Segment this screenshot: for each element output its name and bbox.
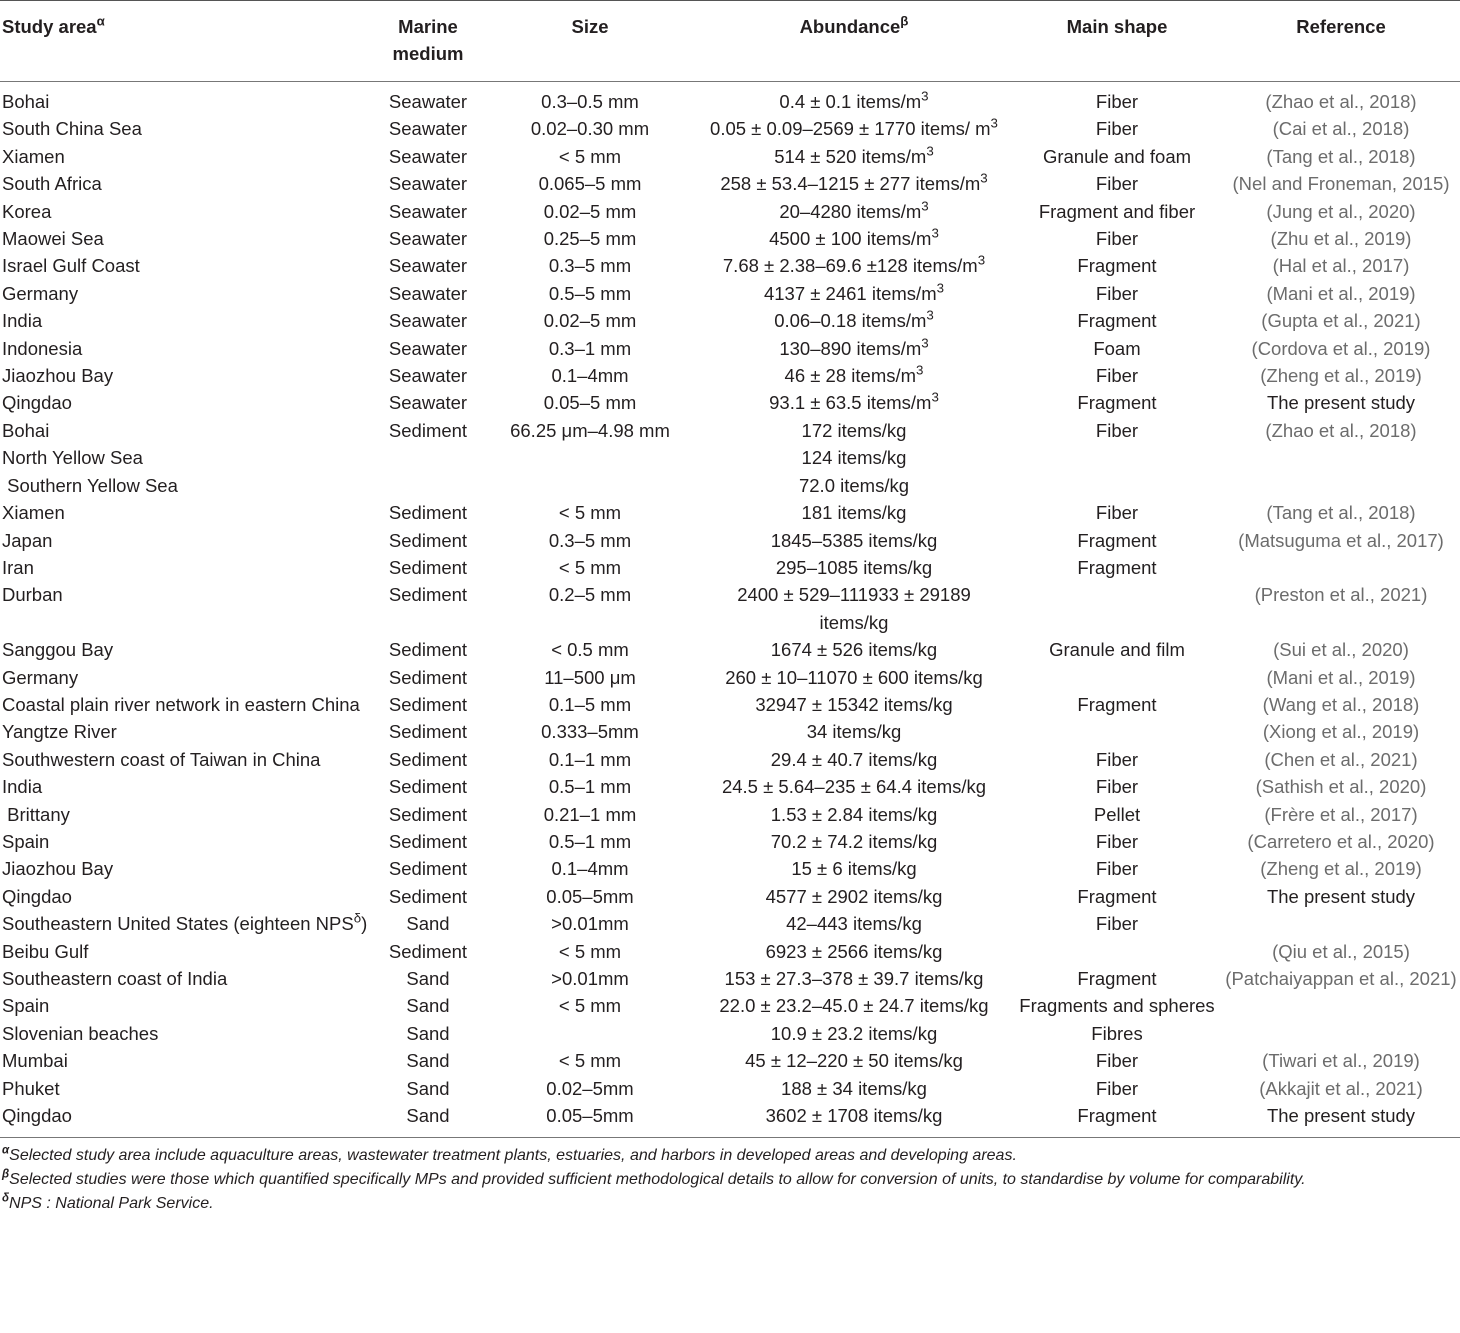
cell-main-shape <box>1012 581 1222 636</box>
cell-reference: (Wang et al., 2018) <box>1262 693 1420 715</box>
cell-reference: The present study <box>1266 392 1416 414</box>
cell-marine-medium: Sediment <box>388 666 468 688</box>
cell-main-shape: Fiber <box>1095 1050 1139 1072</box>
cell-size: < 5 mm <box>558 556 622 578</box>
table-row <box>0 992 1460 1019</box>
cell-main-shape <box>1012 938 1222 965</box>
cell-marine-medium: Seawater <box>388 91 468 112</box>
cell-size: 0.02–5mm <box>546 1077 634 1099</box>
cell-main-shape <box>1012 472 1222 499</box>
cell-main-shape: Granule and foam <box>1042 145 1192 167</box>
table-row <box>0 1047 1460 1074</box>
cell-marine-medium: Sediment <box>388 419 468 441</box>
cell-abundance: 1845–5385 items/kg <box>770 529 938 551</box>
cell-size: 0.21–1 mm <box>543 803 637 825</box>
cell-abundance: 42–443 items/kg <box>786 913 922 935</box>
header-study-area: Study area$^\alpha$ <box>0 1 372 82</box>
cell-reference: (Cordova et al., 2019) <box>1251 337 1431 359</box>
cell-abundance: 1674 ± 526 items/kg <box>770 639 938 661</box>
table-row <box>0 82 1460 116</box>
cell-marine-medium: Sediment <box>388 858 468 880</box>
cell-reference: (Patchaiyappan et al., 2021) <box>1225 968 1457 989</box>
cell-reference: (Gupta et al., 2021) <box>1261 310 1421 332</box>
cell-size: 0.02–5 mm <box>543 200 637 222</box>
cell-size: 11–500 μm <box>544 666 636 688</box>
cell-abundance: 46 ± 28 items/$m^3$ <box>784 362 924 387</box>
cell-reference: (Zheng et al., 2019) <box>1260 858 1422 880</box>
cell-marine-medium: Sediment <box>388 748 468 770</box>
cell-marine-medium: Seawater <box>388 392 468 414</box>
table-row <box>0 389 1460 416</box>
cell-main-shape: Fiber <box>1095 419 1139 441</box>
cell-size: 0.05–5mm <box>484 1102 696 1138</box>
table-row <box>0 855 1460 882</box>
table-row <box>0 417 1460 444</box>
cell-reference: (Mani et al., 2019) <box>1266 666 1416 688</box>
cell-main-shape: Fragment <box>1077 968 1157 989</box>
cell-abundance: 130–890 items/$m^3$ <box>779 335 929 359</box>
cell-study-area: Germany <box>2 666 79 688</box>
cell-marine-medium: Sediment <box>388 830 468 852</box>
cell-size: >0.01mm <box>551 913 629 935</box>
table-row <box>0 938 1460 965</box>
cell-marine-medium: Sediment <box>388 721 468 743</box>
cell-size: 0.05–5mm <box>546 885 634 907</box>
cell-abundance: 258 ± 53.4–1215 ± 277 items/$m^3$ <box>720 170 988 195</box>
cell-reference: (Tiwari et al., 2019) <box>1262 1050 1420 1072</box>
cell-size: 0.3–0.5 mm <box>541 91 639 112</box>
cell-study-area: Spain <box>2 830 50 852</box>
cell-size: 0.1–5 mm <box>548 693 632 715</box>
table-row <box>0 883 1460 910</box>
cell-marine-medium: Sediment <box>388 693 468 715</box>
cell-marine-medium: Seawater <box>388 310 468 332</box>
cell-study-area: Jiaozhou Bay <box>2 365 114 387</box>
cell-reference: (Preston et al., 2021) <box>1254 584 1428 606</box>
table-row <box>0 115 1460 142</box>
table-row <box>0 335 1460 362</box>
cell-abundance: 188 ± 34 items/kg <box>781 1077 927 1099</box>
cell-reference <box>1222 554 1460 581</box>
cell-reference: (Zhao et al., 2018) <box>1265 91 1417 112</box>
header-reference: Reference <box>1222 1 1460 82</box>
cell-main-shape: Fiber <box>1095 913 1139 935</box>
cell-abundance: 2400 ± 529–111933 ± 29189 items/kg <box>737 584 971 633</box>
cell-study-area: Xiamen <box>2 145 65 167</box>
cell-size: 0.1–4mm <box>551 858 629 880</box>
cell-study-area: Germany <box>2 282 79 304</box>
cell-size: < 5 mm <box>558 1050 622 1072</box>
cell-main-shape: Fragment <box>1012 1102 1222 1138</box>
cell-abundance: 0.4 ± 0.1 items/$m^3$ <box>779 88 929 112</box>
cell-main-shape <box>1012 718 1222 745</box>
cell-marine-medium: Sediment <box>388 502 468 524</box>
cell-size: 0.3–5 mm <box>548 255 632 277</box>
cell-size: < 5 mm <box>558 502 622 524</box>
table-row <box>0 198 1460 225</box>
cell-main-shape: Fragment <box>1077 885 1157 907</box>
cell-abundance: 1.53 ± 2.84 items/kg <box>770 803 938 825</box>
footnote: $^\delta$NPS : National Park Service. <box>2 1193 214 1213</box>
table-row <box>0 718 1460 745</box>
cell-abundance: 0.05 ± 0.09–2569 ± 1770 items/ $m^3$ <box>710 116 998 140</box>
header-marine-medium: Marine medium <box>372 1 484 82</box>
cell-study-area: Israel Gulf Coast <box>2 255 140 277</box>
cell-abundance: 4500 ± 100 items/$m^3$ <box>769 225 939 250</box>
table-row <box>0 1075 1460 1102</box>
cell-marine-medium: Sediment <box>388 940 468 962</box>
cell-marine-medium: Seawater <box>388 255 468 277</box>
cell-main-shape: Granule and film <box>1049 639 1185 661</box>
cell-abundance: 4137 ± 2461 items/$m^3$ <box>763 280 945 304</box>
cell-main-shape: Fragment <box>1077 310 1157 332</box>
cell-study-area: Sanggou Bay <box>2 639 114 661</box>
cell-study-area: Jiaozhou Bay <box>2 858 114 880</box>
cell-size: < 5 mm <box>558 145 622 167</box>
cell-reference: (Carretero et al., 2020) <box>1247 830 1435 852</box>
cell-study-area: South Africa <box>2 173 102 195</box>
cell-marine-medium: Sediment <box>388 803 468 825</box>
cell-study-area: Japan <box>2 529 53 551</box>
cell-main-shape: Fiber <box>1095 776 1139 798</box>
cell-reference: (Tang et al., 2018) <box>1266 502 1416 524</box>
cell-marine-medium: Sand <box>406 1077 450 1099</box>
cell-abundance: 0.06–0.18 items/$m^3$ <box>774 307 934 332</box>
cell-abundance: 514 ± 520 items/$m^3$ <box>774 143 934 167</box>
cell-main-shape: Fiber <box>1095 748 1139 770</box>
cell-reference: (Cai et al., 2018) <box>1272 118 1410 140</box>
cell-study-area: Iran <box>2 556 34 578</box>
table-row <box>0 910 1460 937</box>
cell-study-area: Yangtze River <box>2 721 117 743</box>
cell-study-area: Coastal plain river network in eastern China <box>2 693 360 715</box>
cell-size <box>484 472 696 499</box>
cell-study-area: Spain <box>2 995 50 1017</box>
table-row <box>0 362 1460 389</box>
table-row <box>0 143 1460 170</box>
cell-reference: (Matsuguma et al., 2017) <box>1238 529 1444 551</box>
table-row <box>0 444 1460 471</box>
cell-marine-medium: Seawater <box>388 228 468 250</box>
cell-reference: (Mani et al., 2019) <box>1266 282 1416 304</box>
cell-study-area: Southeastern United States (eighteen $NPS^\delta$) <box>2 910 368 935</box>
cell-study-area: Durban <box>2 584 63 606</box>
cell-reference: (Sui et al., 2020) <box>1273 639 1409 661</box>
cell-size: 0.02–5 mm <box>543 310 637 332</box>
table-row <box>0 801 1460 828</box>
cell-reference <box>1222 472 1460 499</box>
cell-reference: (Tang et al., 2018) <box>1266 145 1416 167</box>
cell-study-area: India <box>2 310 43 332</box>
cell-study-area: Phuket <box>2 1077 60 1099</box>
table-row <box>0 307 1460 334</box>
cell-study-area: Qingdao <box>0 1102 372 1138</box>
cell-size: 0.333–5mm <box>541 721 639 743</box>
cell-main-shape: Fiber <box>1095 118 1139 140</box>
table-row <box>0 554 1460 581</box>
cell-reference: (Sathish et al., 2020) <box>1255 776 1427 798</box>
cell-main-shape: Fragment <box>1077 529 1157 551</box>
cell-size: < 0.5 mm <box>551 639 629 661</box>
table-row <box>0 527 1460 554</box>
cell-marine-medium: Sand <box>406 968 450 989</box>
cell-reference: (Jung et al., 2020) <box>1266 200 1416 222</box>
table-row <box>0 280 1460 307</box>
cell-abundance: 260 ± 10–11070 ± 600 items/kg <box>725 666 983 688</box>
table-footnotes <box>0 1144 1460 1216</box>
cell-marine-medium: Sediment <box>388 584 468 606</box>
header-abundance: Abundance$^\beta$ <box>696 1 1012 82</box>
table-row <box>0 1020 1460 1047</box>
cell-study-area: North Yellow Sea <box>2 447 143 469</box>
footnote: $^\alpha$Selected study area include aquaculture areas, wastewater treatment plants, estuaries, and harbors in developed areas and developing areas. <box>2 1145 1017 1165</box>
cell-abundance: 45 ± 12–220 ± 50 items/kg <box>745 1050 963 1072</box>
cell-main-shape: Fiber <box>1095 830 1139 852</box>
cell-marine-medium: Seawater <box>388 337 468 359</box>
cell-study-area: Korea <box>2 200 52 222</box>
cell-size: 0.5–1 mm <box>548 776 632 798</box>
cell-size: < 5 mm <box>558 995 622 1017</box>
cell-abundance: 3602 ± 1708 items/kg <box>696 1102 1012 1138</box>
cell-main-shape: Fiber <box>1095 365 1139 387</box>
table-row <box>0 664 1460 691</box>
cell-size: 0.2–5 mm <box>548 584 632 606</box>
cell-study-area: Xiamen <box>2 502 65 524</box>
cell-main-shape: Fiber <box>1095 173 1139 195</box>
cell-marine-medium: Sediment <box>388 529 468 551</box>
cell-abundance: 4577 ± 2902 items/kg <box>765 885 943 907</box>
cell-size: 0.1–4mm <box>551 365 629 387</box>
cell-size: 0.5–1 mm <box>548 830 632 852</box>
cell-main-shape: Fragment <box>1077 392 1157 414</box>
cell-abundance: 7.68 ± 2.38–69.6 ±128 items/$m^3$ <box>722 253 986 277</box>
cell-main-shape: Fragment <box>1077 255 1157 277</box>
cell-abundance: 10.9 ± 23.2 items/kg <box>770 1022 938 1044</box>
cell-abundance: 6923 ± 2566 items/kg <box>765 940 943 962</box>
cell-reference: (Zhu et al., 2019) <box>1270 228 1412 250</box>
cell-abundance: 172 items/kg <box>801 419 907 441</box>
table-row <box>0 1102 1460 1138</box>
cell-study-area: South China Sea <box>2 118 142 140</box>
cell-abundance: 15 ± 6 items/kg <box>791 858 917 880</box>
cell-abundance: 70.2 ± 74.2 items/kg <box>770 830 938 852</box>
cell-marine-medium: Sand <box>406 995 450 1017</box>
cell-size <box>484 1020 696 1047</box>
table-row <box>0 499 1460 526</box>
cell-reference: The present study <box>1266 885 1416 907</box>
cell-abundance: 72.0 items/kg <box>798 474 910 496</box>
cell-abundance: 295–1085 items/kg <box>775 556 933 578</box>
cell-study-area: Southwestern coast of Taiwan in China <box>2 748 321 770</box>
table-row <box>0 472 1460 499</box>
table-row <box>0 746 1460 773</box>
cell-marine-medium: Sediment <box>388 885 468 907</box>
header-size: Size <box>484 1 696 82</box>
cell-reference: (Frère et al., 2017) <box>1264 803 1418 825</box>
cell-marine-medium <box>372 472 484 499</box>
cell-main-shape: Fiber <box>1095 502 1139 524</box>
table-row <box>0 252 1460 279</box>
cell-study-area: India <box>2 776 43 798</box>
cell-study-area: Slovenian beaches <box>2 1022 159 1044</box>
cell-study-area: Indonesia <box>2 337 83 359</box>
cell-marine-medium: Sand <box>406 913 450 935</box>
cell-abundance: 93.1 ± 63.5 items/$m^3$ <box>769 390 939 414</box>
cell-size: 0.1–1 mm <box>548 748 632 770</box>
cell-reference: (Qiu et al., 2015) <box>1272 940 1410 962</box>
cell-main-shape <box>1012 444 1222 471</box>
cell-size: >0.01mm <box>551 968 629 989</box>
table-row <box>0 773 1460 800</box>
cell-reference <box>1222 910 1460 937</box>
cell-size: 0.05–5 mm <box>543 392 637 414</box>
cell-marine-medium: Sand <box>406 1050 450 1072</box>
cell-main-shape: Fragments and spheres <box>1019 995 1215 1017</box>
table-row <box>0 828 1460 855</box>
cell-marine-medium: Seawater <box>388 118 468 140</box>
cell-reference: (Zhao et al., 2018) <box>1265 419 1417 441</box>
cell-reference <box>1222 992 1460 1019</box>
table-row <box>0 581 1460 636</box>
table-row <box>0 691 1460 718</box>
cell-reference: The present study <box>1222 1102 1460 1138</box>
footnote: $^\beta$Selected studies were those which quantified specifically MPs and provided sufficient methodological details to allow for conversion of units, to standardise by volume for comparability. <box>2 1169 1306 1189</box>
cell-size <box>484 444 696 471</box>
cell-main-shape <box>1012 664 1222 691</box>
cell-marine-medium: Seawater <box>388 282 468 304</box>
cell-main-shape: Pellet <box>1093 803 1141 825</box>
cell-study-area: Southern Yellow Sea <box>2 474 178 496</box>
cell-size: 66.25 μm–4.98 mm <box>510 419 670 441</box>
cell-main-shape: Fragment <box>1077 693 1157 715</box>
table-row <box>0 225 1460 252</box>
cell-study-area: Beibu Gulf <box>2 940 89 962</box>
cell-size: 0.25–5 mm <box>543 228 637 250</box>
cell-marine-medium: Sand <box>406 1022 450 1044</box>
cell-size: 0.02–0.30 mm <box>530 118 650 140</box>
cell-marine-medium: Seawater <box>388 145 468 167</box>
cell-marine-medium <box>372 444 484 471</box>
cell-main-shape: Fiber <box>1095 858 1139 880</box>
cell-marine-medium: Sediment <box>388 776 468 798</box>
cell-abundance: 124 items/kg <box>801 447 907 469</box>
table-row <box>0 965 1460 992</box>
cell-marine-medium: Seawater <box>388 365 468 387</box>
cell-reference: (Chen et al., 2021) <box>1264 748 1418 770</box>
cell-study-area: Bohai <box>2 419 50 441</box>
cell-reference: (Xiong et al., 2019) <box>1262 721 1420 743</box>
cell-reference: (Zheng et al., 2019) <box>1260 365 1422 387</box>
cell-abundance: 181 items/kg <box>801 502 907 524</box>
cell-size: 0.5–5 mm <box>548 282 632 304</box>
cell-main-shape: Fiber <box>1095 91 1139 112</box>
cell-abundance: 22.0 ± 23.2–45.0 ± 24.7 items/kg <box>719 995 989 1017</box>
cell-study-area: Maowei Sea <box>2 228 104 250</box>
cell-marine-medium: Sediment <box>388 639 468 661</box>
cell-main-shape: Fragment <box>1077 556 1157 578</box>
table-body <box>0 82 1460 1138</box>
cell-main-shape: Fiber <box>1095 1077 1139 1099</box>
cell-marine-medium: Seawater <box>388 173 468 195</box>
cell-abundance: 24.5 ± 5.64–235 ± 64.4 items/kg <box>721 776 987 798</box>
cell-reference <box>1222 1020 1460 1047</box>
cell-abundance: 34 items/kg <box>806 721 902 743</box>
cell-abundance: 20–4280 items/$m^3$ <box>779 198 929 222</box>
cell-size: 0.3–5 mm <box>548 529 632 551</box>
cell-marine-medium: Sediment <box>388 556 468 578</box>
cell-size: 0.3–1 mm <box>548 337 632 359</box>
cell-size: < 5 mm <box>558 940 622 962</box>
header-main-shape: Main shape <box>1012 1 1222 82</box>
cell-study-area: Qingdao <box>2 885 72 907</box>
cell-study-area: Bohai <box>2 91 50 112</box>
cell-marine-medium: Sand <box>372 1102 484 1138</box>
cell-reference: (Hal et al., 2017) <box>1272 255 1410 277</box>
cell-reference: (Akkajit et al., 2021) <box>1259 1077 1423 1099</box>
cell-study-area: Mumbai <box>2 1050 68 1072</box>
cell-abundance: 29.4 ± 40.7 items/kg <box>770 748 938 770</box>
cell-reference <box>1222 444 1460 471</box>
cell-study-area: Brittany <box>2 803 70 825</box>
cell-study-area: Qingdao <box>2 392 72 414</box>
cell-main-shape: Foam <box>1093 337 1141 359</box>
table-header-row <box>0 1 1460 82</box>
table-row <box>0 170 1460 197</box>
cell-abundance: 153 ± 27.3–378 ± 39.7 items/kg <box>724 968 984 989</box>
cell-reference: (Nel and Froneman, 2015) <box>1232 173 1450 195</box>
cell-marine-medium: Seawater <box>388 200 468 222</box>
cell-main-shape: Fiber <box>1095 282 1139 304</box>
cell-main-shape: Fragment and fiber <box>1038 200 1196 222</box>
table-row <box>0 636 1460 663</box>
cell-study-area: Southeastern coast of India <box>2 968 228 989</box>
cell-main-shape: Fibres <box>1091 1022 1143 1044</box>
cell-size: 0.065–5 mm <box>538 173 642 195</box>
cell-abundance: 32947 ± 15342 items/kg <box>755 693 953 715</box>
cell-main-shape: Fiber <box>1095 228 1139 250</box>
